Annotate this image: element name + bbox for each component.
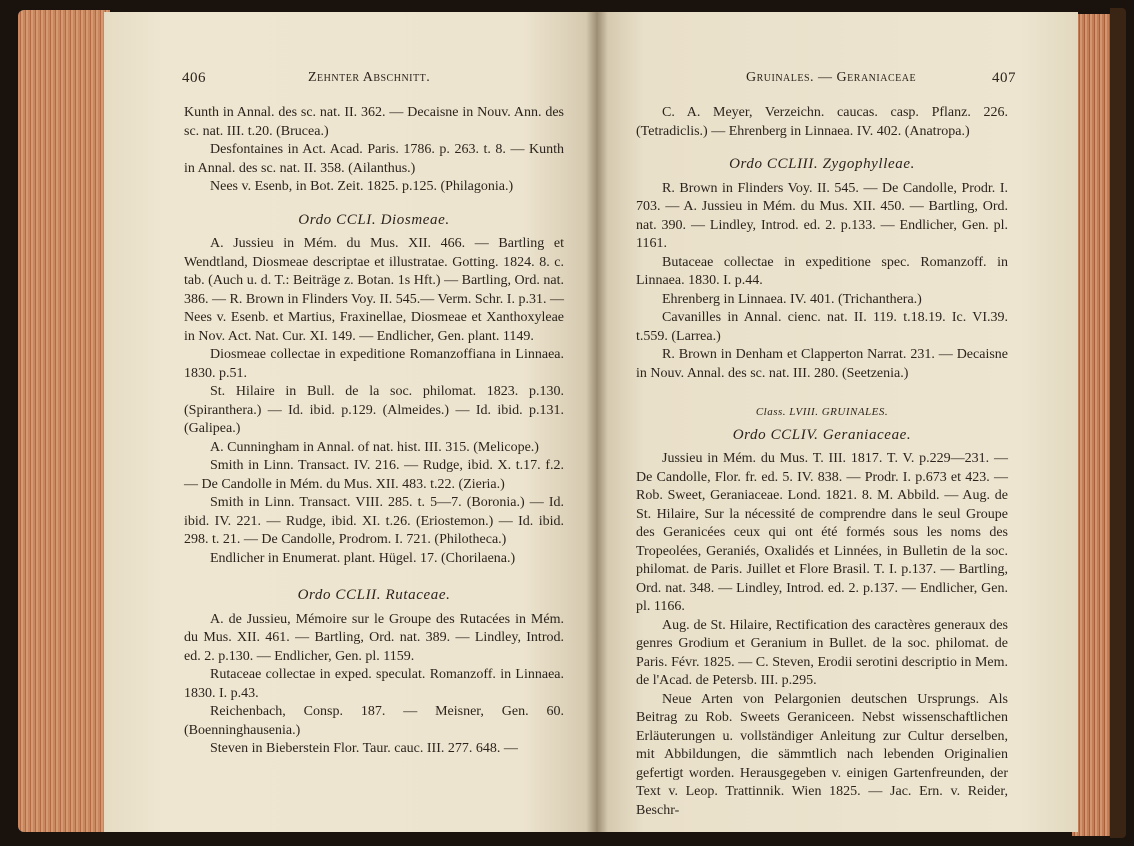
paragraph-group (636, 104, 1008, 141)
section-heading: Ordo CCLIII. Zygophylleae. (729, 156, 915, 172)
paragraph-group (184, 235, 564, 568)
paragraph: A. Cunningham in Annal. of nat. hist. III. 315. (Melicope.) (210, 439, 539, 455)
paragraph-group (184, 104, 564, 197)
paragraph: Neue Arten von Pelargonien deutschen Ursprungs. Als Beitrag zu Rob. Sweets Geraniceen. Nebst wissenschaftlichen Erläuterungen u. vollständiger Anleitung zur Cultur derselben, mit Abbildungen, die sämmtlich nach lebenden Originalien gefertigt worden. Herausgegeben v. einigen Gartenfreunden, der Text v. Leop. Trattinnik. Wien 1825. — Jac. Ern. v. Reider, Beschr- (636, 691, 1008, 818)
paragraph: Cavanilles in Annal. cienc. nat. II. 119. t.18.19. Ic. VI.39. t.559. (Larrea.) (636, 310, 1008, 344)
class-heading: Class. LVIII. GRUINALES. (755, 406, 889, 418)
paragraph: Jussieu in Mém. du Mus. T. III. 1817. T. V. p.229—231. — De Candolle, Flor. fr. ed. 5. IV. 838. — Prodr. I. p.673 et 423. — Rob. Sweet, Geraniaceae. Lond. 1821. 8. M. Abbild. — Aug. de St. Hilaire, Sur la nécessité de comprendre dans le seul Groupe des Geranicées ceux qui ont été formés sous les noms des Tropeolées, Geraniés, Oxalidés et Linnées, in Bulletin de la soc. philomat. de Paris. Juillet et Flore Brasil. T. I. p.137. — Bartling, Ord. nat. 348. — Lindley, Introd. ed. 2. p.137. — Endlicher, Gen. pl. 1166. (636, 451, 1008, 614)
paragraph: Endlicher in Enumerat. plant. Hügel. 17. (Chorilaena.) (210, 550, 516, 566)
paragraph: Diosmeae collectae in expeditione Romanzoffiana in Linnaea. 1830. p.51. (184, 347, 564, 381)
left-page (104, 12, 596, 832)
paragraph: A. de Jussieu, Mémoire sur le Groupe des Rutacées in Mém. du Mus. XII. 461. — Bartling, Ord. nat. 389. — Lindley, Introd. ed. 2. p.130. — Endlicher, Gen. pl. 1159. (184, 611, 564, 664)
page-number: 407 (992, 70, 1016, 86)
paragraph: A. Jussieu in Mém. du Mus. XII. 466. — Bartling et Wendtland, Diosmeae descriptae et illustratae. Gotting. 1824. 8. c. tab. (Auch u. d. T.: Beiträge z. Botan. 1s Hft.) — Bartling, Ord. nat. 386. — R. Brown in Flinders Voy. II. 545.— Verm. Schr. I. p.31. — Nees v. Esenb. et Martius, Fraxinellae, Diosmeae et Xanthoxyleae in Nov. Act. Nat. Cur. XI. 149. — Endlicher, Gen. plant. 1149. (184, 236, 564, 344)
left-page-edges (18, 10, 110, 832)
paragraph: St. Hilaire in Bull. de la soc. philomat. 1823. p.130. (Spiranthera.) — Id. ibid. p.129. (Almeides.) — Id. ibid. p.131. (Galipea.) (184, 384, 564, 436)
paragraph: R. Brown in Flinders Voy. II. 545. — De Candolle, Prodr. I. 703. — A. Jussieu in Mém. du Mus. XII. 450. — Bartling, Ord. nat. 390. — Lindley, Introd. ed. 2. p.133. — Endlicher, Gen. pl. 1161. (636, 180, 1008, 251)
paragraph-group (636, 450, 1008, 820)
paragraph: Nees v. Esenb, in Bot. Zeit. 1825. p.125. (Philagonia.) (210, 179, 514, 194)
paragraph: Ehrenberg in Linnaea. IV. 401. (Trichanthera.) (662, 291, 922, 307)
page-number: 406 (182, 70, 206, 86)
paragraph: R. Brown in Denham et Clapperton Narrat. 231. — Decaisne in Nouv. Annal. des sc. nat. III. 280. (Seetzenia.) (636, 347, 1008, 381)
paragraph: Aug. de St. Hilaire, Rectification des caractères generaux des genres Grodium et Geranium in Bullet. de la soc. philomat. de Paris. Févr. 1825. — C. Steven, Erodii serotini descriptio in Mem. de l'Acad. de Petersb. III. p.295. (636, 617, 1008, 688)
section-heading: Ordo CCLII. Rutaceae. (297, 587, 451, 603)
text-column (636, 104, 1008, 820)
section-heading: Ordo CCLIV. Geraniaceae. (732, 426, 912, 443)
paragraph: Rutaceae collectae in exped. speculat. Romanzoff. in Linnaea. 1830. I. p.43. (184, 667, 564, 701)
paragraph: Reichenbach, Consp. 187. — Meisner, Gen. 60. (Boenninghausenia.) (184, 704, 564, 738)
paragraph: Butaceae collectae in expeditione spec. Romanzoff. in Linnaea. 1830. I. p.44. (636, 254, 1008, 288)
right-page (596, 12, 1078, 832)
paragraph-group (636, 180, 1008, 384)
paragraph: Smith in Linn. Transact. IV. 216. — Rudge, ibid. X. t.17. f.2. — De Candolle in Mém. du Mus. XII. 483. t.22. (Zieria.) (184, 458, 564, 492)
paragraph: Kunth in Annal. des sc. nat. II. 362. — Decaisne in Nouv. Ann. des sc. nat. III. t.20. (Brucea.) (184, 105, 564, 139)
text-column (184, 104, 564, 759)
running-head: Gruinales. — Geraniaceae (746, 70, 917, 85)
section-heading: Ordo CCLI. Diosmeae. (298, 211, 450, 228)
paragraph: C. A. Meyer, Verzeichn. caucas. casp. Pflanz. 226. (Tetradiclis.) — Ehrenberg in Linnaea. IV. 402. (Anatropa.) (636, 105, 1008, 139)
paragraph: Desfontaines in Act. Acad. Paris. 1786. p. 263. t. 8. — Kunth in Annal. des sc. nat. II. 358. (Ailanthus.) (184, 142, 564, 176)
paragraph: Smith in Linn. Transact. VIII. 285. t. 5—7. (Boronia.) — Id. ibid. IV. 221. — Rudge, ibid. XI. t.26. (Eriostemon.) — Id. ibid. 298. t. 21. — De Candolle, Prodrom. I. 721. (Philotheca.) (184, 495, 564, 547)
paragraph: Steven in Bieberstein Flor. Taur. cauc. III. 277. 648. — (210, 741, 518, 756)
paragraph-group (184, 611, 564, 759)
running-head: Zehnter Abschnitt. (308, 70, 431, 85)
book-cover-edge (1110, 8, 1126, 838)
book-gutter (586, 12, 608, 832)
